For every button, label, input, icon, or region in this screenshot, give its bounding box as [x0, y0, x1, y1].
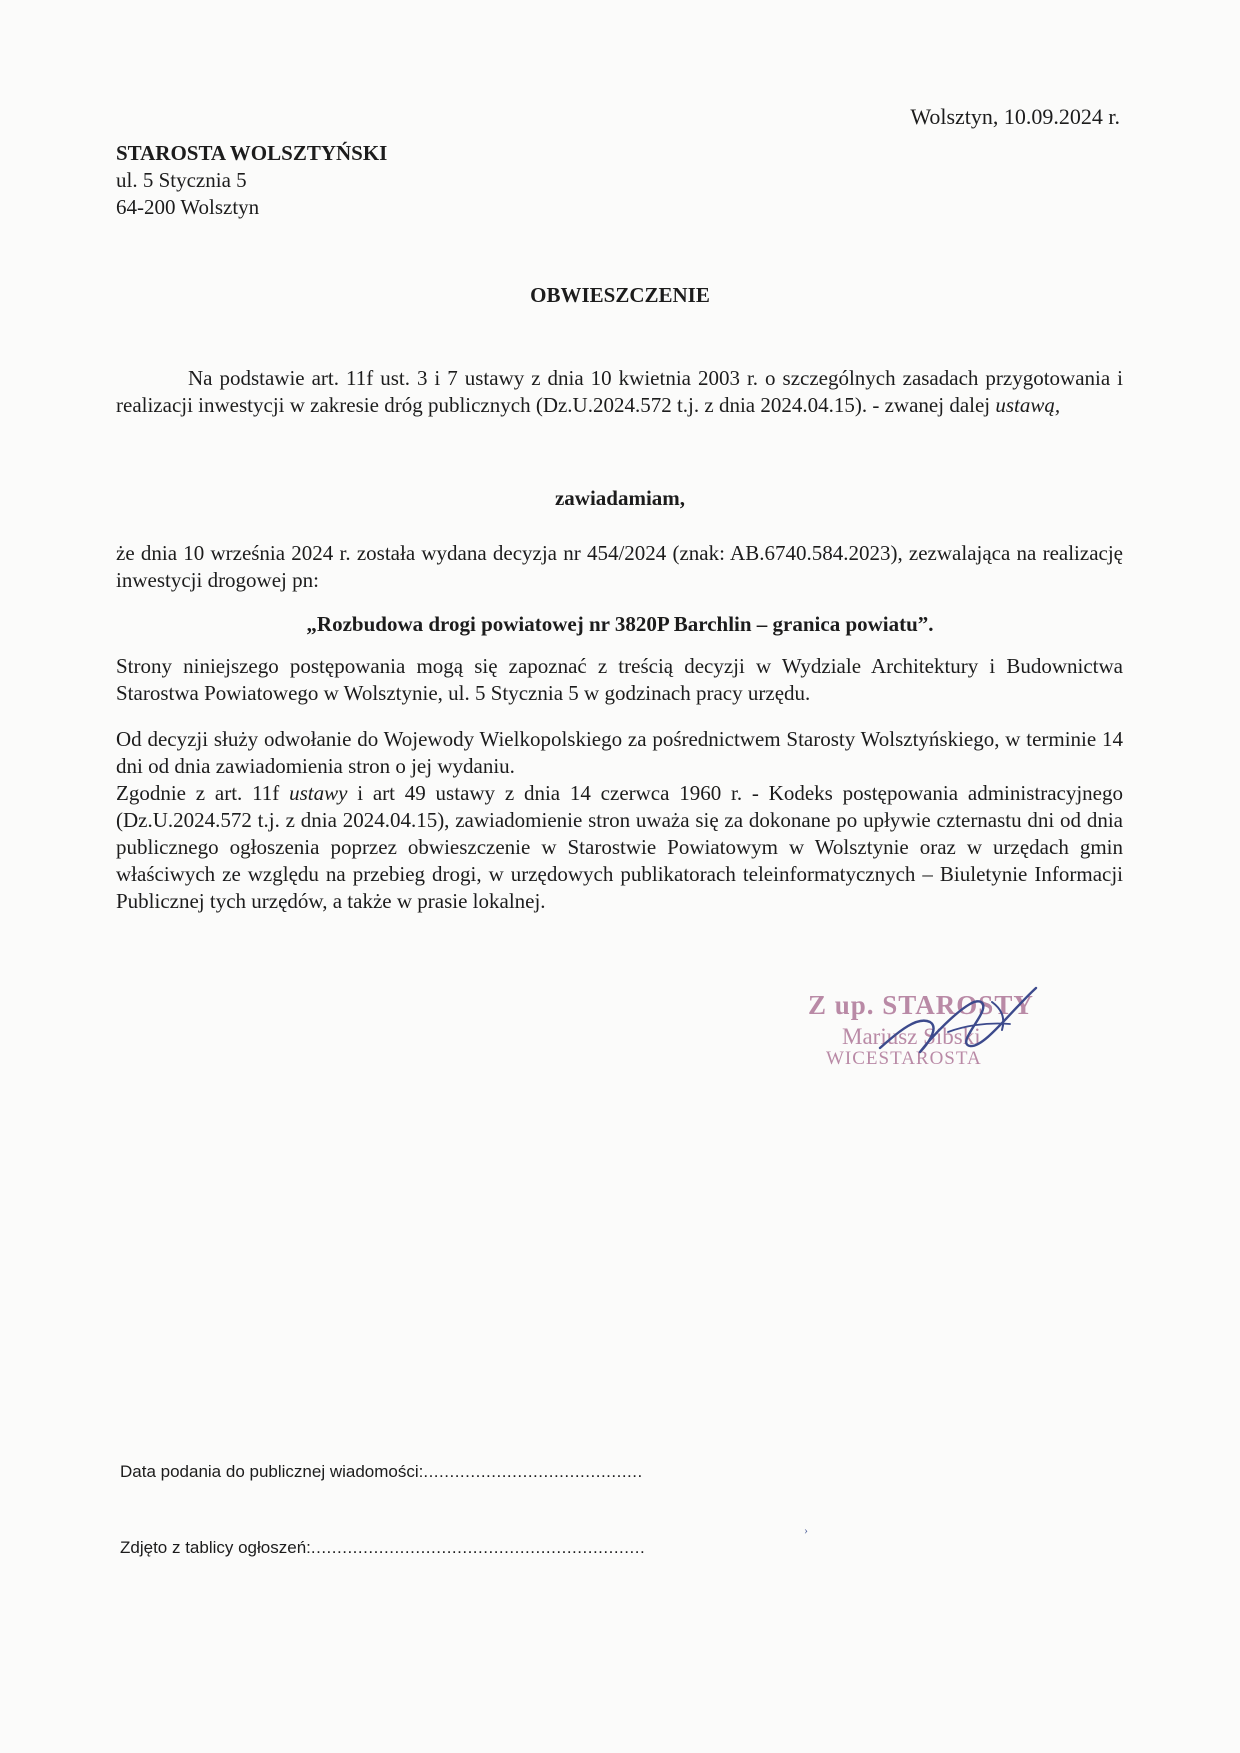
- authority-postal-city: 64-200 Wolsztyn: [116, 195, 260, 219]
- publication-date-field: [120, 1462, 643, 1482]
- legal-basis-text: Na podstawie art. 11f ust. 3 i 7 ustawy z dnia 10 kwietnia 2003 r. o szczególnych zasadach przygotowania i realizacji inwestycji w zakresie dróg publicznych (Dz.U.2024.572 t.j. z dnia 2024.04.15). - zwanej dalej: [116, 366, 1123, 417]
- project-name: „Rozbudowa drogi powiatowej nr 3820P Barchlin – granica powiatu”.: [306, 612, 934, 636]
- stamp-line-position: WICESTAROSTA: [826, 1048, 982, 1069]
- stamp-line-name: Mariusz Sibski: [842, 1024, 981, 1049]
- publication-date-label: Data podania do publicznej wiadomości:: [120, 1462, 424, 1481]
- notification-word: zawiadamiam,: [554, 486, 686, 510]
- decision-paragraph: że dnia 10 września 2024 r. została wydana decyzja nr 454/2024 (znak: AB.6740.584.2023), zezwalająca na realizację inwestycji drogowej pn:: [116, 541, 1123, 592]
- authority-name: STAROSTA WOLSZTYŃSKI: [116, 141, 388, 165]
- authority-street: ul. 5 Stycznia 5: [116, 168, 247, 192]
- document-title: OBWIESZCZENIE: [530, 283, 710, 307]
- legal-effect-part2: i art 49 ustawy z dnia 14 czerwca 1960 r. - Kodeks postępowania administracyjnego (Dz.U.2024.572 t.j. z dnia 2024.04.15), zawiadomienie stron uważa się za dokonane po upływie czternastu dni od dnia publicznego ogłoszenia poprzez obwieszczenie w Starostwie Powiatowym w Wolsztynie oraz w urzędach gmin właściwych ze względu na przebieg drogi, w urzędowych publikatorach teleinformatycznych – Biuletynie Informacji Publicznej tych urzędów, a także w prasie lokalnej.: [116, 781, 1123, 913]
- removal-date-field: [120, 1538, 645, 1558]
- publication-date-blank: ..........................................: [423, 1462, 643, 1481]
- issuing-authority: [116, 140, 387, 221]
- appeal-paragraph: Od decyzji służy odwołanie do Wojewody Wielkopolskiego za pośrednictwem Starosty Wolsztyńskiego, w terminie 14 dni od dnia zawiadomienia stron o jej wydaniu.: [116, 727, 1123, 778]
- legal-effect-paragraph: [116, 780, 1123, 915]
- defined-term: ustawą,: [995, 393, 1061, 417]
- legal-effect-term: ustawy: [289, 781, 348, 805]
- parties-paragraph: Strony niniejszego postępowania mogą się zapoznać z treścią decyzji w Wydziale Architektury i Budownictwa Starostwa Powiatowego w Wolsztynie, ul. 5 Stycznia 5 w godzinach pracy urzędu.: [116, 654, 1123, 705]
- legal-effect-part1: Zgodnie z art. 11f: [116, 781, 290, 805]
- handwritten-signature: [860, 982, 1060, 1072]
- place-and-date: Wolsztyn, 10.09.2024 r.: [910, 104, 1120, 129]
- stamp-line-authorization: Z up. STAROSTY: [808, 990, 1034, 1020]
- removal-date-label: Zdjęto z tablicy ogłoszeń:: [120, 1538, 311, 1557]
- official-stamp: [800, 990, 1060, 1080]
- legal-basis-paragraph: [116, 365, 1123, 419]
- removal-date-blank: ................................................................: [310, 1538, 646, 1557]
- pen-mark: ›: [804, 1523, 808, 1537]
